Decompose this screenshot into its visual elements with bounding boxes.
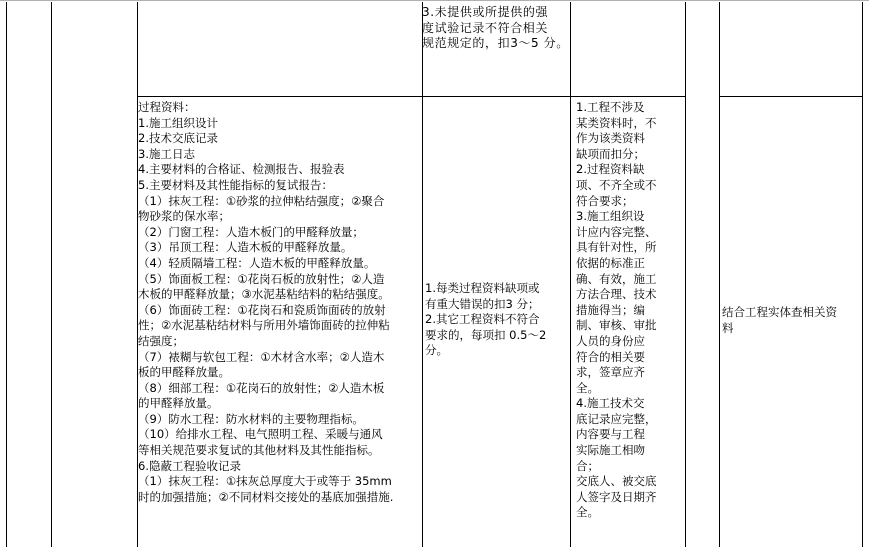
item-line: 板的甲醛释放量。 <box>138 365 230 380</box>
row-divider <box>137 96 686 97</box>
item-line: （10）给排水工程、电气照明工程、采暖与通风 <box>138 427 383 442</box>
standard-line: 度试验记录不符合相关 <box>422 20 549 35</box>
standard-line: 分。 <box>425 343 448 358</box>
requirement-line: 符合要求； <box>576 193 634 208</box>
item-line: （9）防水工程：防水材料的主要物理指标。 <box>138 411 364 426</box>
item-line: 等相关规范要求复试的其他材料及其性能指标。 <box>138 443 380 458</box>
item-line: 1.施工组织设计 <box>138 115 218 130</box>
item-line: 物砂浆的保水率； <box>138 209 230 224</box>
item-line: 5.主要材料及其性能指标的复试报告： <box>138 177 333 192</box>
requirement-line: 符合的相关要 <box>576 349 645 364</box>
standard-line: 2.其它工程资料不符合 <box>425 312 540 327</box>
requirement-line: 某类资料时，不 <box>576 115 657 130</box>
requirement-line: 方法合理、技术 <box>576 287 657 302</box>
requirement-line: 3.施工组织设 <box>576 209 645 224</box>
item-line: （1）抹灰工程：①抹灰总厚度大于或等于 35mm <box>138 474 392 489</box>
column-divider <box>422 2 423 547</box>
item-line: 2.技术交底记录 <box>138 131 218 146</box>
item-line: （3）吊顶工程：人造木板的甲醛释放量。 <box>138 240 353 255</box>
requirement-line: 计应内容完整、 <box>576 224 657 239</box>
item-line: （7）裱糊与软包工程：①木材含水率；②人造木 <box>138 349 385 364</box>
requirement-line: 全。 <box>576 505 599 520</box>
requirement-line: 作为该类资料 <box>576 131 645 146</box>
item-line: 的甲醛释放量。 <box>138 396 219 411</box>
item-line: 结强度； <box>138 333 184 348</box>
requirement-line: 项、不齐全或不 <box>576 177 657 192</box>
standard-line: 规范规定的，扣3～5 分。 <box>422 36 569 50</box>
note-line: 料 <box>722 320 734 335</box>
item-line: 6.隐蔽工程验收记录 <box>138 458 241 473</box>
top-row-standard-cell <box>422 5 570 52</box>
note-line: 结合工程实体查相关资 <box>722 305 837 319</box>
requirement-line: 确、有效，施工 <box>576 271 657 286</box>
requirement-line: 人签字及日期齐 <box>576 489 657 504</box>
item-line: 4.主要材料的合格证、检测报告、报验表 <box>138 162 345 177</box>
requirement-line: 求，签章应齐 <box>576 365 645 380</box>
item-line: 时的加强措施；②不同材料交接处的基底加强措施. <box>138 489 394 504</box>
requirement-line: 缺项而扣分； <box>576 146 645 161</box>
requirement-line: 实际施工相吻 <box>576 443 645 458</box>
item-line: 过程资料： <box>138 100 196 114</box>
item-line: 性；②水泥基粘结材料与所用外墙饰面砖的拉伸粘 <box>138 318 390 333</box>
note-cell <box>722 305 857 336</box>
item-line: （6）饰面砖工程：①花岗石和瓷质饰面砖的放射 <box>138 302 386 317</box>
column-divider <box>719 2 720 547</box>
requirement-line: 全。 <box>576 380 599 395</box>
standard-line: 1.每类过程资料缺项或 <box>425 281 540 295</box>
row-divider <box>719 96 863 97</box>
requirement-line: 底记录应完整， <box>576 411 657 426</box>
item-line: （5）饰面板工程：①花岗石板的放射性；②人造 <box>138 271 385 286</box>
requirement-line: 依据的标准正 <box>576 255 645 270</box>
requirement-line: 措施得当；编 <box>576 302 645 317</box>
table-border-right <box>862 2 863 547</box>
check-items-cell <box>138 100 418 505</box>
requirement-line: 人员的身份应 <box>576 333 645 348</box>
column-divider <box>570 2 571 547</box>
page-top-border <box>0 0 869 1</box>
item-line: （8）细部工程：①花岗石的放射性；②人造木板 <box>138 380 385 395</box>
standard-line: 有重大错误的扣3 分； <box>425 296 540 311</box>
requirement-line: 4.施工技术交 <box>576 396 645 411</box>
column-divider <box>685 2 686 547</box>
item-line: （1）抹灰工程：①砂浆的拉伸粘结强度；②聚合 <box>138 193 385 208</box>
item-line: （4）轻质隔墙工程：人造木板的甲醛释放量。 <box>138 255 376 270</box>
requirement-line: 内容要与工程 <box>576 427 645 442</box>
item-line: 木板的甲醛释放量；③水泥基粘结料的粘结强度。 <box>138 287 390 302</box>
deduction-standard-cell <box>425 281 571 359</box>
item-line: 3.施工日志 <box>138 146 195 161</box>
item-line: （2）门窗工程：人造木板门的甲醛释放量； <box>138 224 364 239</box>
requirements-cell <box>576 100 679 521</box>
scoring-table <box>6 2 863 547</box>
table-border-left <box>6 2 7 547</box>
requirement-line: 1.工程不涉及 <box>576 100 645 114</box>
standard-line: 要求的，每项扣 0.5～2 <box>425 327 547 342</box>
requirement-line: 制、审核、审批 <box>576 318 657 333</box>
standard-line: 3.未提供或所提供的强 <box>422 5 549 19</box>
requirement-line: 合； <box>576 458 599 473</box>
requirement-line: 2.过程资料缺 <box>576 162 645 177</box>
column-divider <box>51 2 52 547</box>
requirement-line: 交底人、被交底 <box>576 474 657 489</box>
requirement-line: 具有针对性，所 <box>576 240 657 255</box>
